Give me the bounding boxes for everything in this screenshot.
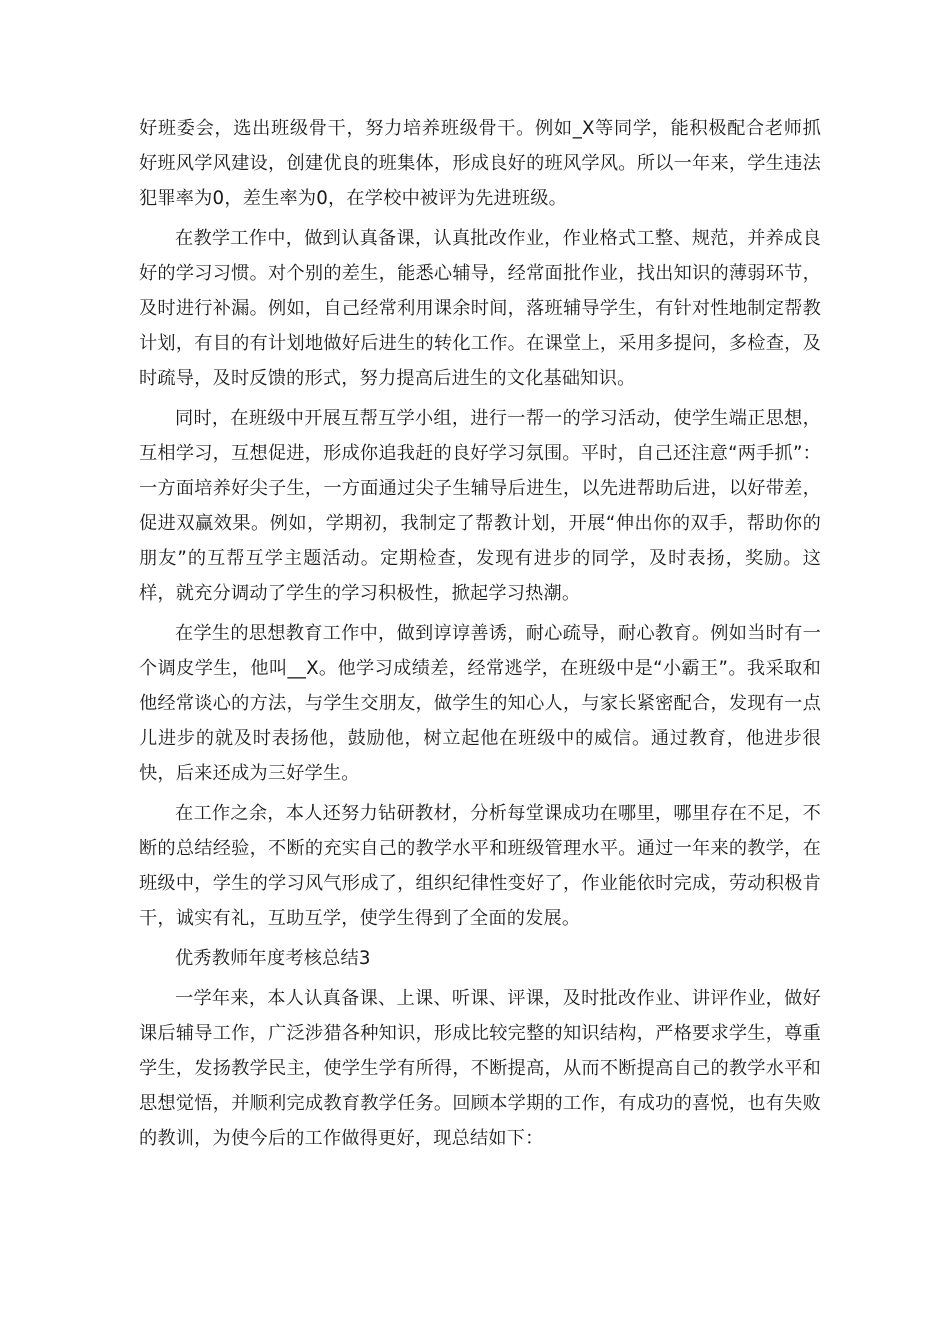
paragraph-annual-review: 一学年来，本人认真备课、上课、听课、评课，及时批改作业、讲评作业，做好课后辅导工作，广泛涉猎各种知识，形成比较完整的知识结构，严格要求学生，尊重学生，发扬教学民主，使学生学有所得，不断提高，从而不断提高自己的教学水平和思想觉悟，并顺利完成教育教学任务。回顾本学期的工作，有成功的喜悦，也有失败的教训，为使今后的工作做得更好，现总结如下： [139, 988, 821, 1149]
paragraph-mutual-help: 同时，在班级中开展互帮互学小组，进行一帮一的学习活动，使学生端正思想，互相学习，互想促进，形成你追我赶的良好学习氛围。平时，自己还注意“两手抓”：一方面培养好尖子生，一方面通过尖子生辅导后进生，以先进帮助后进，以好带差，促进双赢效果。例如，学期初，我制定了帮教计划，开展“伸出你的双手，帮助你的朋友”的互帮互学主题活动。定期检查，发现有进步的同学，及时表扬，奖励。这样，就充分调动了学生的学习积极性，掀起学习热潮。 [139, 408, 821, 604]
paragraph-class-committee: 好班委会，选出班级骨干，努力培养班级骨干。例如_X等同学，能积极配合老师抓好班风学风建设，创建优良的班集体，形成良好的班风学风。所以一年来，学生违法犯罪率为0，差生率为0，在学校中被评为先进班级。 [139, 118, 821, 209]
paragraph-spare-time-study: 在工作之余，本人还努力钻研教材，分析每堂课成功在哪里，哪里存在不足，不断的总结经验，不断的充实自己的教学水平和班级管理水平。通过一年来的教学，在班级中，学生的学习风气形成了，组织纪律性变好了，作业能依时完成，劳动积极肯干，诚实有礼，互助互学，使学生得到了全面的发展。 [139, 803, 821, 929]
paragraph-teaching-work: 在教学工作中，做到认真备课，认真批改作业，作业格式工整、规范，并养成良好的学习习惯。对个别的差生，能悉心辅导，经常面批作业，找出知识的薄弱环节，及时进行补漏。例如，自己经常利用课余时间，落班辅导学生，有针对性地制定帮教计划，有目的有计划地做好后进生的转化工作。在课堂上，采用多提问，多检查，及时疏导，及时反馈的形式，努力提高后进生的文化基础知识。 [139, 228, 821, 389]
paragraph-ideological-education: 在学生的思想教育工作中，做到谆谆善诱，耐心疏导，耐心教育。例如当时有一个调皮学生，他叫__X。他学习成绩差，经常逃学，在班级中是“小霸王”。我采取和他经常谈心的方法，与学生交朋友，做学生的知心人，与家长紧密配合，发现有一点儿进步的就及时表扬他，鼓励他，树立起他在班级中的威信。通过教育，他进步很快，后来还成为三好学生。 [139, 623, 821, 784]
section-heading: 优秀教师年度考核总结3 [175, 948, 371, 969]
document-page [139, 111, 821, 1161]
